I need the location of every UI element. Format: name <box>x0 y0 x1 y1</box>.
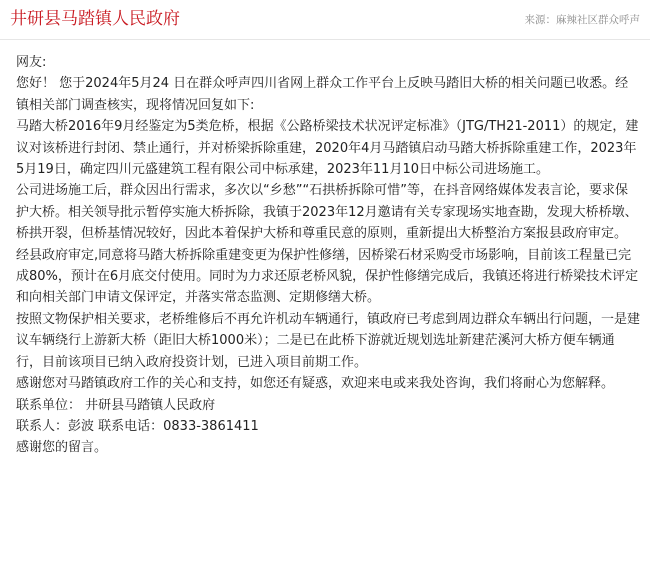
paragraph-thanks: 感谢您对马踏镇政府工作的关心和支持，如您还有疑惑，欢迎来电或来我处咨询，我们将耐心为您解释。 <box>16 376 615 392</box>
article-header <box>0 0 650 40</box>
reply-content <box>16 52 640 459</box>
source-label: 来源：麻辣社区群众呼声 <box>524 14 640 26</box>
paragraph-public-request: 公司进场施工后，群众因出行需求，多次以“乡愁”“石拱桥拆除可惜”等，在抖音网络媒体发表言论，要求保护大桥。相关领导批示暂停实施大桥拆除，我镇于2023年12月邀请有关专家现场实地查勘，发现大桥桥墩、桥拱开裂，但桥基情况较好，因此本着保护大桥和尊重民意的原则，重新提出大桥整治方案报县政府审定。 <box>16 183 638 242</box>
greeting: 网友: <box>16 55 47 70</box>
paragraph-traffic: 按照文物保护相关要求，老桥维修后不再允许机动车辆通行，镇政府已考虑到周边群众车辆出行问题，一是建议车辆绕行上游新大桥（距旧大桥1000米）；二是已在此桥下游就近规划选址新建茫溪河大桥方便车辆通行，目前该项目已纳入政府投资计划，已进入项目前期工作。 <box>16 311 641 370</box>
paragraph-background: 马踏大桥2016年9月经鉴定为5类危桥，根据《公路桥梁技术状况评定标准》（JTG/TH21-2011）的规定，建议对该桥进行封闭、禁止通行，并对桥梁拆除重建，2020年4月马踏镇启动马踏大桥拆除重建工作，2023年5月19日，确定四川元盛建筑工程有限公司中标承建，2023年11月10日中标公司进场施工。 <box>16 119 639 178</box>
paragraph-approval: 经县政府审定,同意将马踏大桥拆除重建变更为保护性修缮，因桥梁石材采购受市场影响，目前该工程量已完成80%，预计在6月底交付使用。同时为力求还原老桥风貌，保护性修缮完成后，我镇还将进行桥梁技术评定和向相关部门申请文保评定，并落实常态监测、定期修缮大桥。 <box>16 247 639 306</box>
contact-person: 联系人：彭波 联系电话：0833-3861411 <box>16 418 259 434</box>
contact-unit: 联系单位： 井研县马踏镇人民政府 <box>16 397 216 413</box>
paragraph-intro: 您好！ 您于2024年5月24 日在群众呼声四川省网上群众工作平台上反映马踏旧大桥的相关问题已收悉。经镇相关部门调查核实，现将情况回复如下: <box>16 76 629 113</box>
closing: 感谢您的留言。 <box>16 440 108 456</box>
page-title: 井研县马踏镇人民政府 <box>10 9 180 29</box>
